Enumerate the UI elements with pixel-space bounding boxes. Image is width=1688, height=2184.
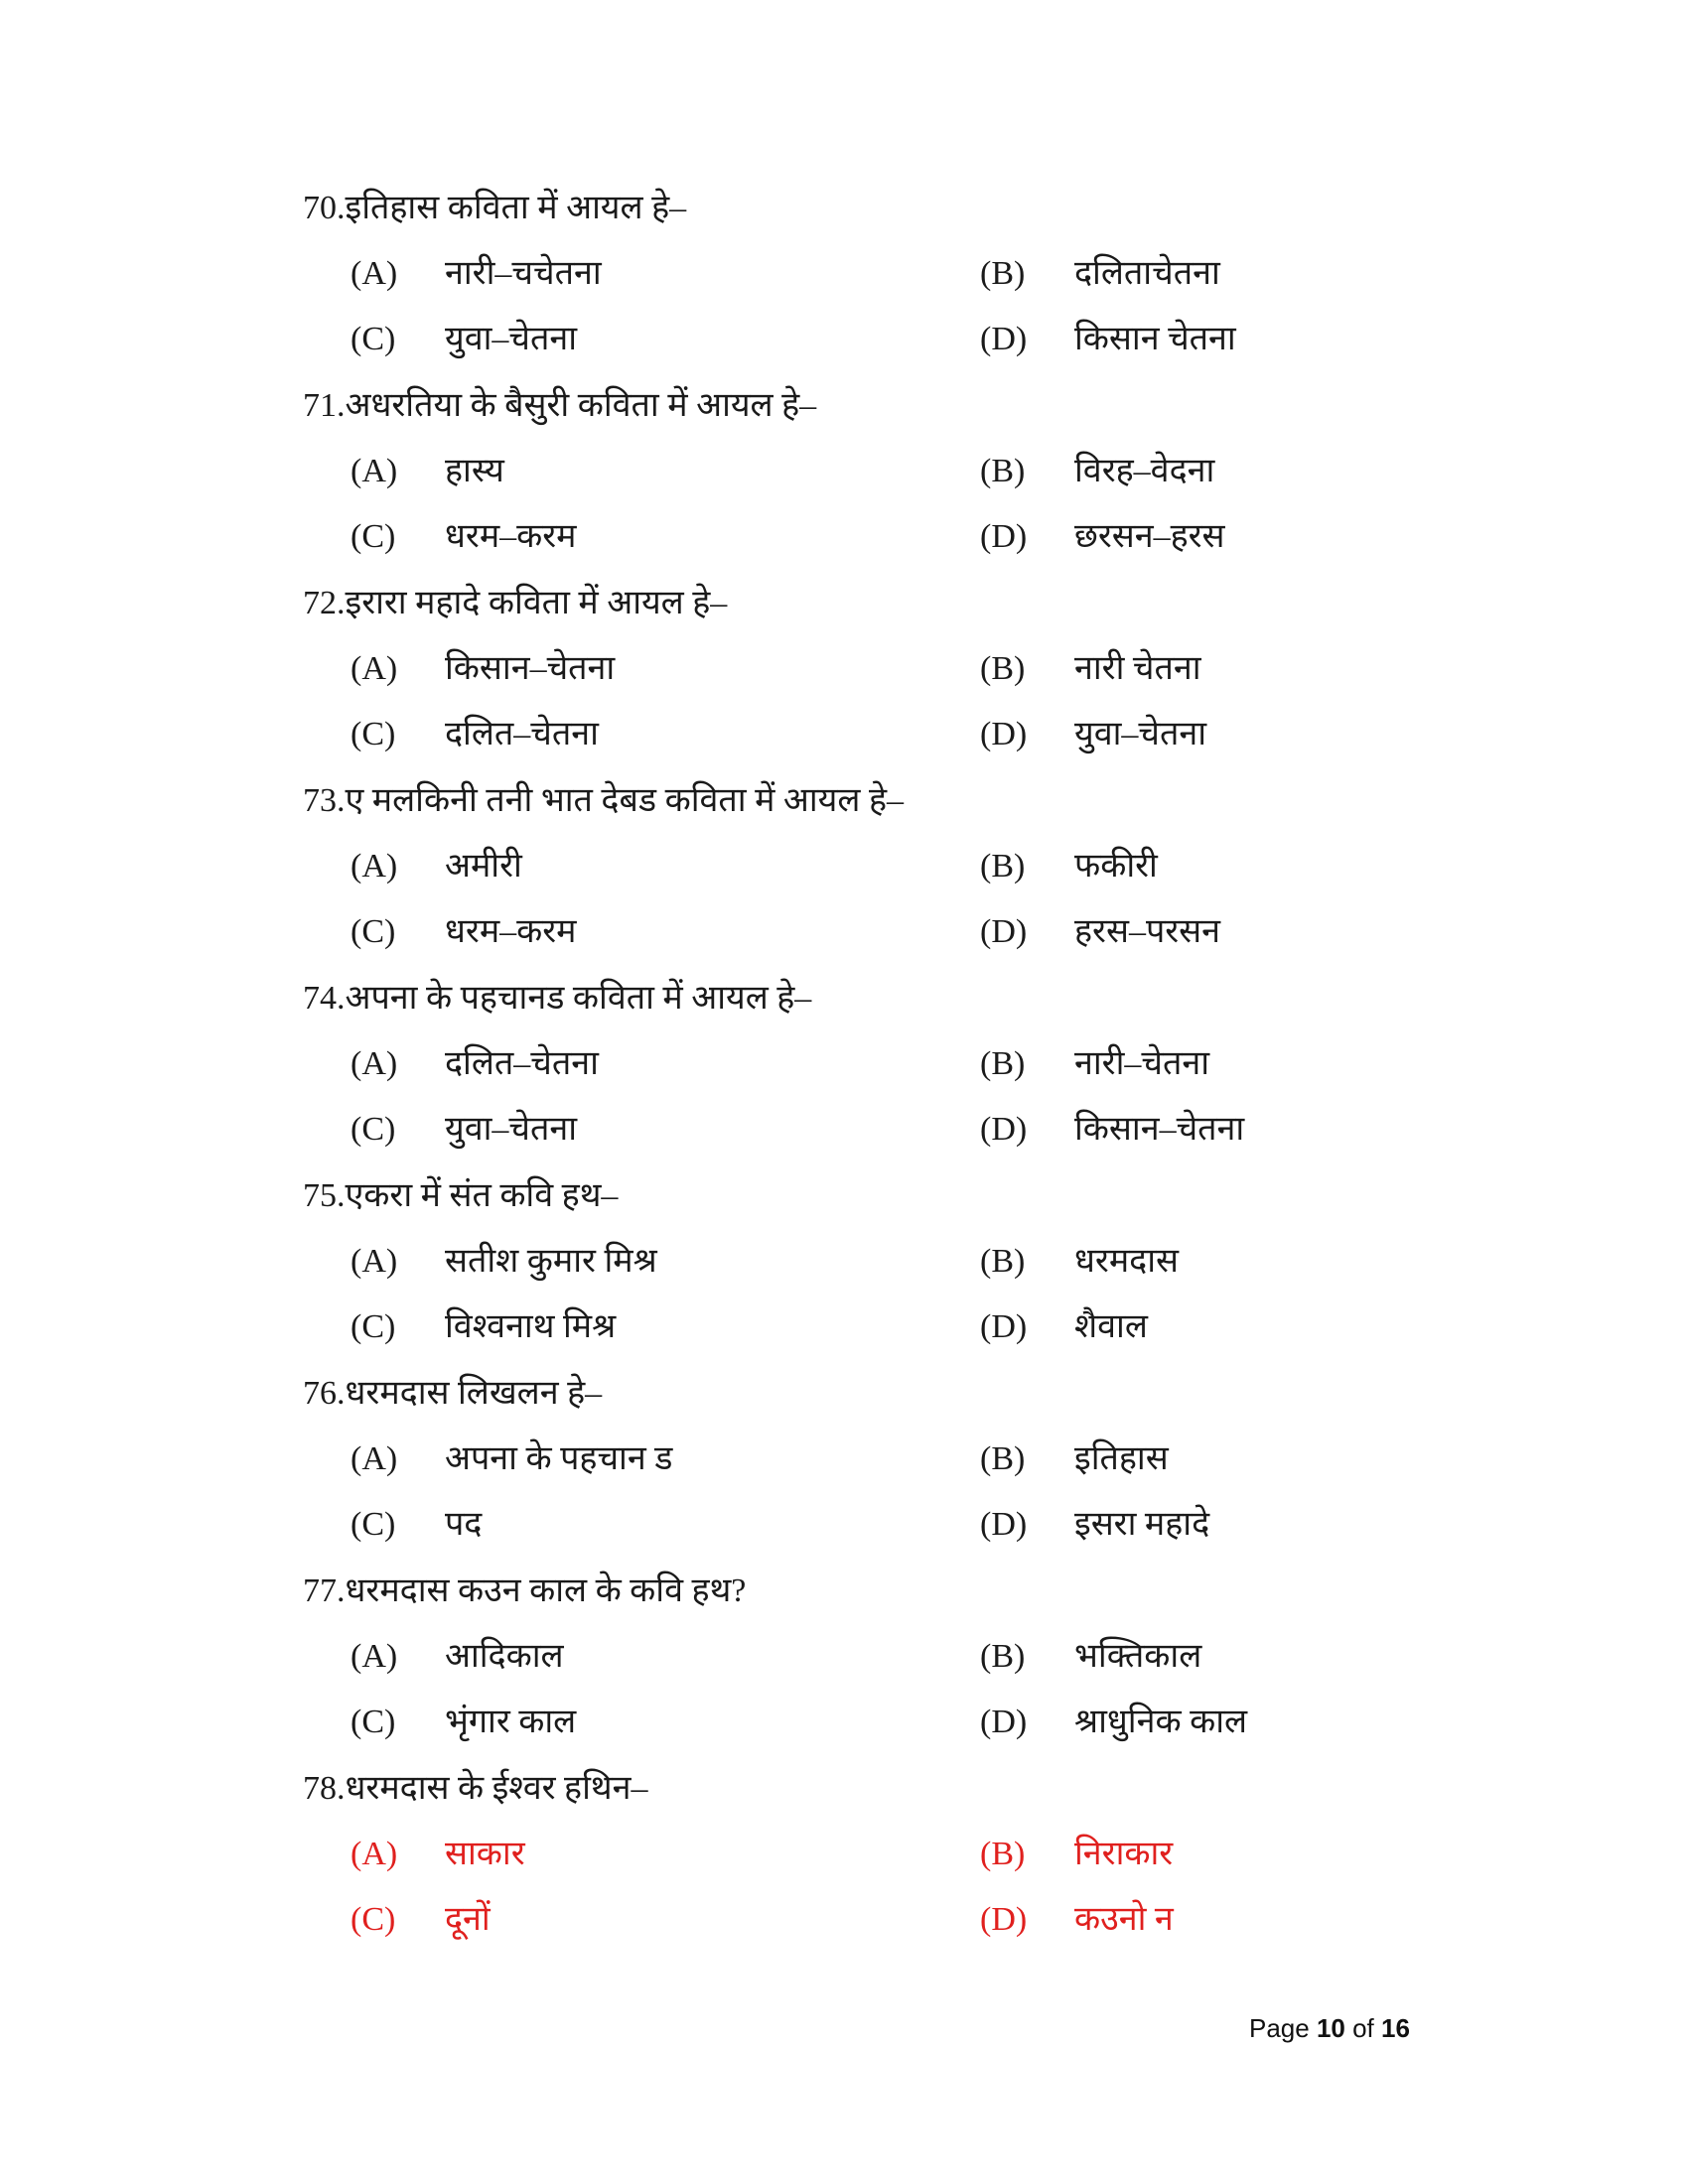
- option-label: (A): [351, 650, 398, 687]
- option-text: सतीश कुमार मिश्र: [445, 1243, 657, 1280]
- answer-option: [980, 847, 1158, 887]
- option-text: इसरा महादे: [1074, 1506, 1210, 1543]
- question-text: इरारा महादे कविता में आयल हे–: [345, 585, 728, 621]
- answer-option: [980, 1242, 1179, 1282]
- option-label: (B): [980, 1243, 1026, 1280]
- option-text: धरमदास: [1074, 1243, 1179, 1280]
- option-label: (A): [351, 1440, 398, 1477]
- option-text: विश्वनाथ मिश्र: [445, 1308, 617, 1345]
- answer-option: [980, 1044, 1209, 1084]
- option-text: किसान–चेतना: [445, 650, 616, 687]
- answer-option: [980, 1505, 1209, 1545]
- option-text: पद: [445, 1506, 483, 1543]
- option-text: निराकार: [1074, 1836, 1174, 1872]
- answer-option: [351, 1044, 599, 1084]
- option-label: (D): [980, 1506, 1028, 1543]
- answer-option: [351, 649, 615, 689]
- option-label: (B): [980, 1836, 1026, 1872]
- total-pages: 16: [1381, 2013, 1410, 2043]
- option-label: (A): [351, 1638, 398, 1675]
- answer-option: [351, 1835, 525, 1874]
- option-label: (B): [980, 650, 1026, 687]
- answer-option: [980, 1900, 1174, 1940]
- option-text: शैवाल: [1074, 1308, 1148, 1345]
- option-text: श्राधुनिक काल: [1074, 1704, 1248, 1740]
- question-text: धरमदास के ईश्वर हथिन–: [345, 1770, 648, 1807]
- option-label: (C): [351, 1901, 396, 1938]
- option-text: भक्तिकाल: [1074, 1638, 1202, 1675]
- question-number: 75.: [303, 1177, 346, 1214]
- question-number: 70.: [303, 190, 346, 226]
- question-number: 74.: [303, 980, 346, 1017]
- question: [303, 1769, 648, 1809]
- question-text: अपना के पहचानड कविता में आयल हे–: [345, 980, 812, 1017]
- option-text: किसान चेतना: [1074, 321, 1236, 357]
- answer-option: [351, 1439, 672, 1479]
- current-page: 10: [1316, 2013, 1345, 2043]
- page-of: of: [1344, 2013, 1382, 2043]
- answer-option: [980, 1110, 1244, 1150]
- answer-option: [980, 452, 1214, 491]
- answer-option: [351, 1505, 482, 1545]
- option-label: (A): [351, 453, 398, 489]
- question: [303, 781, 904, 821]
- option-text: नारी चेतना: [1074, 650, 1201, 687]
- option-label: (D): [980, 1704, 1028, 1740]
- option-text: साकार: [445, 1836, 525, 1872]
- question-number: 76.: [303, 1375, 346, 1412]
- answer-option: [351, 1900, 491, 1940]
- option-text: अपना के पहचान ड: [445, 1440, 673, 1477]
- answer-option: [351, 847, 522, 887]
- option-text: इतिहास: [1074, 1440, 1169, 1477]
- option-label: (B): [980, 1045, 1026, 1082]
- option-label: (B): [980, 255, 1026, 292]
- option-label: (B): [980, 848, 1026, 885]
- answer-option: [980, 649, 1201, 689]
- option-label: (B): [980, 1440, 1026, 1477]
- answer-option: [980, 1307, 1148, 1347]
- option-label: (C): [351, 1308, 396, 1345]
- question-text: धरमदास कउन काल के कवि हथ?: [345, 1572, 747, 1609]
- option-label: (C): [351, 1704, 396, 1740]
- answer-option: [351, 254, 602, 294]
- answer-option: [980, 254, 1220, 294]
- option-label: (C): [351, 913, 396, 950]
- option-text: हास्य: [445, 453, 504, 489]
- option-label: (C): [351, 1506, 396, 1543]
- question: [303, 1374, 602, 1414]
- answer-option: [980, 517, 1225, 557]
- answer-option: [351, 517, 577, 557]
- option-text: युवा–चेतना: [445, 1111, 578, 1148]
- option-label: (B): [980, 453, 1026, 489]
- question-number: 77.: [303, 1572, 346, 1609]
- option-label: (A): [351, 255, 398, 292]
- option-text: आदिकाल: [445, 1638, 564, 1675]
- page-number: [1249, 2013, 1410, 2044]
- option-label: (D): [980, 1901, 1028, 1938]
- answer-option: [980, 1439, 1169, 1479]
- option-text: किसान–चेतना: [1074, 1111, 1245, 1148]
- answer-option: [980, 912, 1220, 952]
- option-text: नारी–चचेतना: [445, 255, 602, 292]
- option-label: (A): [351, 848, 398, 885]
- option-text: दलित–चेतना: [445, 716, 599, 752]
- option-label: (A): [351, 1243, 398, 1280]
- option-text: धरम–करम: [445, 913, 577, 950]
- option-label: (D): [980, 913, 1028, 950]
- answer-option: [980, 1637, 1201, 1677]
- option-label: (C): [351, 716, 396, 752]
- option-text: धरम–करम: [445, 518, 577, 555]
- answer-option: [980, 320, 1236, 359]
- option-text: दलित–चेतना: [445, 1045, 599, 1082]
- option-text: युवा–चेतना: [1074, 716, 1207, 752]
- question: [303, 189, 686, 228]
- question-text: धरमदास लिखलन हे–: [345, 1375, 603, 1412]
- question: [303, 1571, 746, 1611]
- option-label: (D): [980, 518, 1028, 555]
- question-text: इतिहास कविता में आयल हे–: [345, 190, 687, 226]
- option-text: फकीरी: [1074, 848, 1158, 885]
- option-label: (D): [980, 1308, 1028, 1345]
- answer-option: [351, 1637, 564, 1677]
- answer-option: [351, 320, 577, 359]
- page-prefix: Page: [1249, 2013, 1317, 2043]
- option-label: (C): [351, 1111, 396, 1148]
- option-label: (A): [351, 1045, 398, 1082]
- option-label: (C): [351, 321, 396, 357]
- option-label: (D): [980, 321, 1028, 357]
- option-text: नारी–चेतना: [1074, 1045, 1210, 1082]
- question-text: ए मलकिनी तनी भात देबड कविता में आयल हे–: [345, 782, 904, 819]
- question-text: एकरा में संत कवि हथ–: [345, 1177, 619, 1214]
- question: [303, 979, 811, 1019]
- question-number: 78.: [303, 1770, 346, 1807]
- option-text: अमीरी: [445, 848, 522, 885]
- option-text: भृंगार काल: [445, 1704, 577, 1740]
- answer-option: [351, 1242, 657, 1282]
- option-label: (D): [980, 716, 1028, 752]
- question: [303, 1176, 618, 1216]
- option-label: (C): [351, 518, 396, 555]
- answer-option: [351, 715, 599, 754]
- question-number: 71.: [303, 387, 346, 424]
- option-text: छरसन–हरस: [1074, 518, 1225, 555]
- question: [303, 584, 727, 623]
- question-number: 72.: [303, 585, 346, 621]
- answer-option: [351, 1703, 576, 1742]
- option-label: (B): [980, 1638, 1026, 1675]
- question-number: 73.: [303, 782, 346, 819]
- option-text: दलिताचेतना: [1074, 255, 1220, 292]
- answer-option: [351, 912, 577, 952]
- answer-option: [980, 1703, 1247, 1742]
- option-text: हरस–परसन: [1074, 913, 1221, 950]
- answer-option: [351, 452, 504, 491]
- answer-option: [351, 1307, 616, 1347]
- question: [303, 386, 816, 426]
- option-label: (D): [980, 1111, 1028, 1148]
- option-text: विरह–वेदना: [1074, 453, 1215, 489]
- answer-option: [980, 1835, 1173, 1874]
- question-text: अधरतिया के बैसुरी कविता में आयल हे–: [345, 387, 817, 424]
- answer-option: [351, 1110, 577, 1150]
- option-text: कउनो न: [1074, 1901, 1174, 1938]
- option-label: (A): [351, 1836, 398, 1872]
- option-text: दूनों: [445, 1901, 491, 1938]
- answer-option: [980, 715, 1206, 754]
- option-text: युवा–चेतना: [445, 321, 578, 357]
